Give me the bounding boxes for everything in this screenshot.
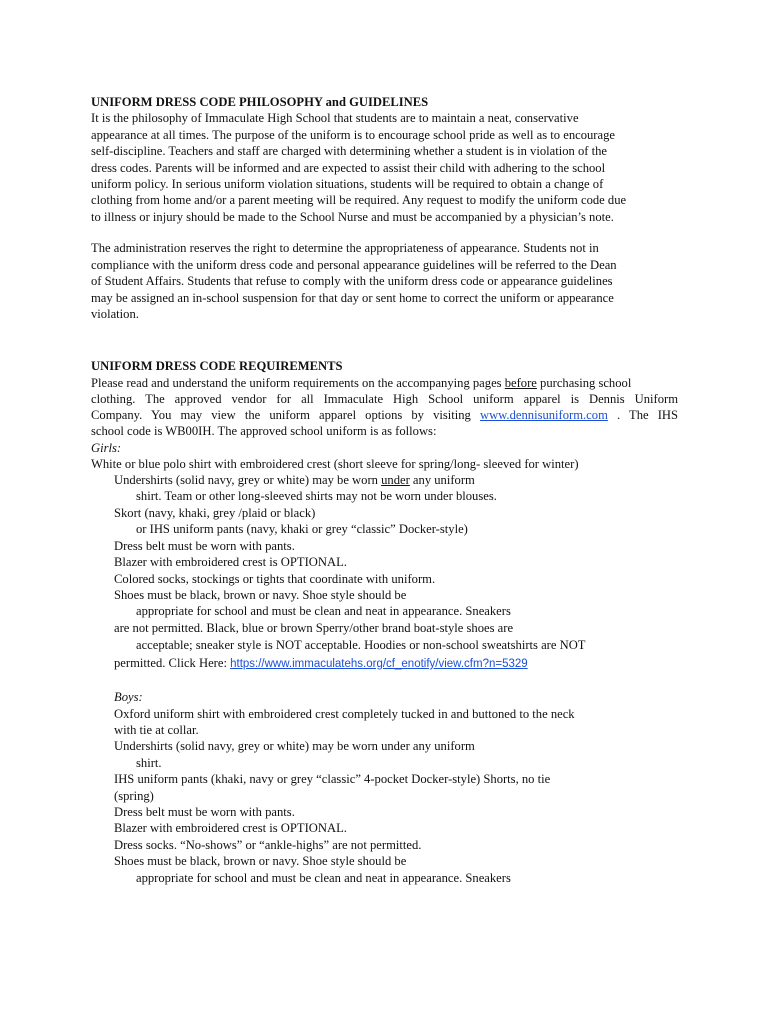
underlined-word: under [381,473,410,487]
boys-item: with tie at collar. [114,723,199,737]
boys-item: Dress belt must be worn with pants. [114,805,295,819]
girls-item: Shoes must be black, brown or navy. Shoe style should be [114,588,407,602]
girls-item: Colored socks, stockings or tights that coordinate with uniform. [114,572,436,586]
philosophy-line: uniform policy. In serious uniform violation situations, students will be required to obtain a change of [91,177,604,191]
item-text: any uniform [409,473,475,487]
boys-item: Blazer with embroidered crest is OPTIONAL. [114,821,347,835]
girls-item: appropriate for school and must be clean and neat in appearance. Sneakers [136,604,511,618]
administration-line: may be assigned an in-school suspension for that day or sent home to correct the uniform or appearance [91,291,614,305]
girls-item: are not permitted. Black, blue or brown Sperry/other brand boat-style shoes are [114,621,514,635]
philosophy-line: It is the philosophy of Immaculate High School that students are to maintain a neat, conservative [91,111,579,125]
boys-item: appropriate for school and must be clean and neat in appearance. Sneakers [136,871,511,885]
boys-item: IHS uniform pants (khaki, navy or grey “classic” 4-pocket Docker-style) Shorts, no tie [114,772,551,786]
girls-item: or IHS uniform pants (navy, khaki or grey “classic” Docker-style) [136,522,468,536]
boys-item: (spring) [114,789,154,803]
requirements-heading: UNIFORM DRESS CODE REQUIREMENTS [91,359,343,373]
vendor-link[interactable]: www.dennisuniform.com [479,408,608,422]
intro-text: . The IHS [607,408,678,422]
item-text: Undershirts (solid navy, grey or white) may be worn [114,473,382,487]
girls-item [114,655,528,672]
philosophy-line: dress codes. Parents will be informed and are expected to assist their child with adhering to the school [91,161,606,175]
girls-item [114,472,475,488]
girls-label: Girls: [91,441,122,455]
item-text: permitted. Click Here: [114,656,231,670]
administration-line: of Student Affairs. Students that refuse to comply with the uniform dress code or appearance guidelines [91,274,613,288]
intro-text: Please read and understand the uniform requirements on the accompanying pages [91,376,505,390]
administration-line: violation. [91,307,139,321]
administration-line: compliance with the uniform dress code and personal appearance guidelines will be referred to the Dean [91,258,617,272]
girls-item: Dress belt must be worn with pants. [114,539,295,553]
girls-item: Skort (navy, khaki, grey /plaid or black) [114,506,316,520]
philosophy-heading: UNIFORM DRESS CODE PHILOSOPHY and GUIDELINES [91,95,429,109]
boys-item: Oxford uniform shirt with embroidered crest completely tucked in and buttoned to the neck [114,707,575,721]
philosophy-line: to illness or injury should be made to the School Nurse and must be accompanied by a physician’s note. [91,210,614,224]
requirements-intro-line: school code is WB00IH. The approved school uniform is as follows: [91,424,437,438]
boys-item: Dress socks. “No-shows” or “ankle-highs” are not permitted. [114,838,422,852]
enotify-link[interactable]: https://www.immaculatehs.org/cf_enotify/view.cfm?n=5329 [230,658,528,670]
requirements-intro-line: clothing. The approved vendor for all Immaculate High School uniform apparel is Dennis Uniform [91,392,678,406]
requirements-intro-line [91,407,678,423]
boys-label: Boys: [114,690,143,704]
philosophy-line: clothing from home and/or a parent meeting will be required. Any request to modify the uniform code due [91,193,627,207]
intro-text: Company. You may view the uniform apparel options by visiting [91,408,480,422]
boys-item: shirt. [136,756,162,770]
boys-item: Undershirts (solid navy, grey or white) may be worn under any uniform [114,739,475,753]
intro-text: purchasing school [536,376,632,390]
philosophy-line: appearance at all times. The purpose of the uniform is to encourage school pride as well as to encourage [91,128,615,142]
girls-item: White or blue polo shirt with embroidered crest (short sleeve for spring/long- sleeved for winter) [91,457,579,471]
girls-item: acceptable; sneaker style is NOT acceptable. Hoodies or non-school sweatshirts are NOT [136,638,586,652]
philosophy-line: self-discipline. Teachers and staff are charged with determining whether a student is in violation of the [91,144,608,158]
requirements-intro-line [91,375,631,391]
boys-item: Shoes must be black, brown or navy. Shoe style should be [114,854,407,868]
girls-item: shirt. Team or other long-sleeved shirts may not be worn under blouses. [136,489,497,503]
administration-line: The administration reserves the right to determine the appropriateness of appearance. Students not in [91,241,599,255]
girls-item: Blazer with embroidered crest is OPTIONAL. [114,555,347,569]
underlined-word: before [504,376,537,390]
